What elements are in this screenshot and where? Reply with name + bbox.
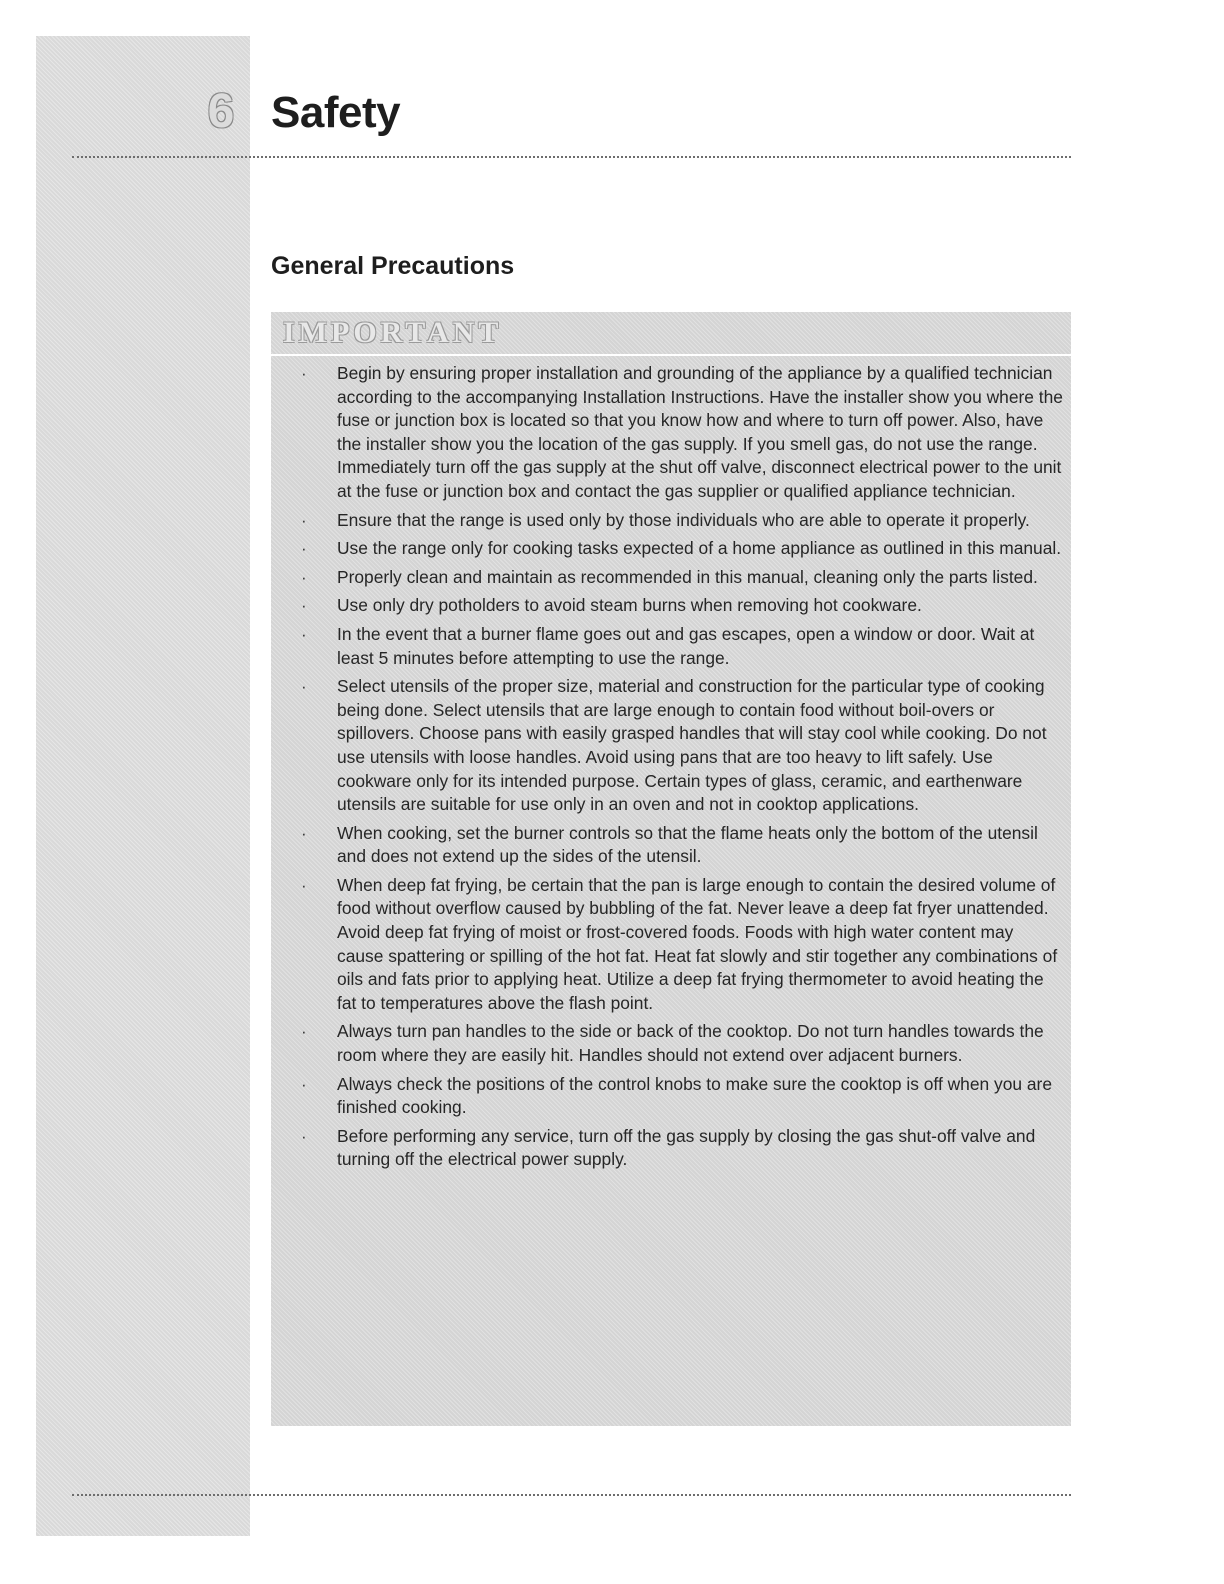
list-item (299, 623, 1063, 670)
list-item (299, 874, 1063, 1016)
list-item-text: Always check the positions of the control knobs to make sure the cooktop is off when you are finished cooking. (337, 1073, 1053, 1118)
list-item-text: Properly clean and maintain as recommended in this manual, cleaning only the parts listed. (337, 566, 1038, 587)
precautions-list (299, 362, 1063, 1177)
list-item (299, 362, 1063, 504)
bullet-icon: · (301, 624, 307, 644)
bullet-icon: · (301, 1022, 307, 1042)
section-heading: General Precautions (271, 252, 515, 280)
list-item (299, 822, 1063, 869)
list-item-text: Begin by ensuring proper installation and grounding of the appliance by a qualified technician according to the accompanying Installation Instructions. Have the installer show you where the fuse or junction box is located so that you know how and where to turn off power. Also, have the installer show you the location of the gas supply. If you smell gas, do not use the range. Immediately turn off the gas supply at the shut off valve, disconnect electrical power to the unit at the fuse or junction box and contact the gas supplier or qualified appliance technician. (337, 363, 1063, 501)
bullet-icon: · (301, 539, 307, 559)
list-item-text: Ensure that the range is used only by those individuals who are able to operate it properly. (337, 509, 1030, 530)
list-item (299, 1020, 1063, 1067)
bullet-icon: · (301, 823, 307, 843)
list-item (299, 566, 1063, 590)
list-item (299, 594, 1063, 618)
list-item-text: In the event that a burner flame goes out and gas escapes, open a window or door. Wait at least 5 minutes before attempting to use the range. (337, 623, 1035, 668)
header-rule (72, 156, 1071, 158)
bullet-icon: · (301, 1074, 307, 1094)
list-item-text: Before performing any service, turn off the gas supply by closing the gas shut-off valve and turning off the electrical power supply. (337, 1125, 1036, 1170)
list-item (299, 537, 1063, 561)
list-item-text: Always turn pan handles to the side or back of the cooktop. Do not turn handles towards the room where they are easily hit. Handles should not extend over adjacent burners. (337, 1021, 1044, 1066)
list-item (299, 675, 1063, 817)
list-item-text: When deep fat frying, be certain that the pan is large enough to contain the desired volume of food without overflow caused by bubbling of the fat. Never leave a deep fat fryer unattended. Avoid deep fat frying of moist or frost-covered foods. Foods with high water content may cause spattering or spilling of the hot fat. Heat fat slowly and stir together any combinations of oils and fats prior to applying heat. Utilize a deep fat frying thermometer to avoid heating the fat to temperatures above the flash point. (337, 874, 1058, 1013)
list-item-text: Use only dry potholders to avoid steam burns when removing hot cookware. (337, 595, 922, 616)
list-item (299, 1073, 1063, 1120)
bullet-icon: · (301, 875, 307, 895)
list-item (299, 509, 1063, 533)
bullet-icon: · (301, 567, 307, 587)
bullet-icon: · (301, 510, 307, 530)
list-item-text: Use the range only for cooking tasks expected of a home appliance as outlined in this manual. (337, 538, 1062, 559)
side-band (36, 36, 250, 1536)
bullet-icon: · (301, 596, 307, 616)
footer-rule (72, 1494, 1071, 1496)
important-label: IMPORTANT (283, 316, 503, 349)
list-item (299, 1125, 1063, 1172)
page-number: 6 (207, 85, 235, 138)
bullet-icon: · (301, 364, 307, 383)
list-item-text: Select utensils of the proper size, material and construction for the particular type of cooking being done. Select utensils that are large enough to contain food without boil-overs or spillovers. Choose pans with easily grasped handles that will stay cool while cooking. Do not use utensils with loose handles. Avoid using pans that are too heavy to lift safely. Use cookware only for its intended purpose. Certain types of glass, ceramic, and earthenware utensils are suitable for use only in an oven and not in cooktop applications. (337, 676, 1047, 815)
important-divider (271, 354, 1071, 356)
page-title: Safety (271, 88, 401, 137)
bullet-icon: · (301, 1126, 307, 1146)
important-box (271, 312, 1071, 1426)
list-item-text: When cooking, set the burner controls so that the flame heats only the bottom of the utensil and does not extend up the sides of the utensil. (337, 822, 1038, 867)
bullet-icon: · (301, 677, 307, 697)
